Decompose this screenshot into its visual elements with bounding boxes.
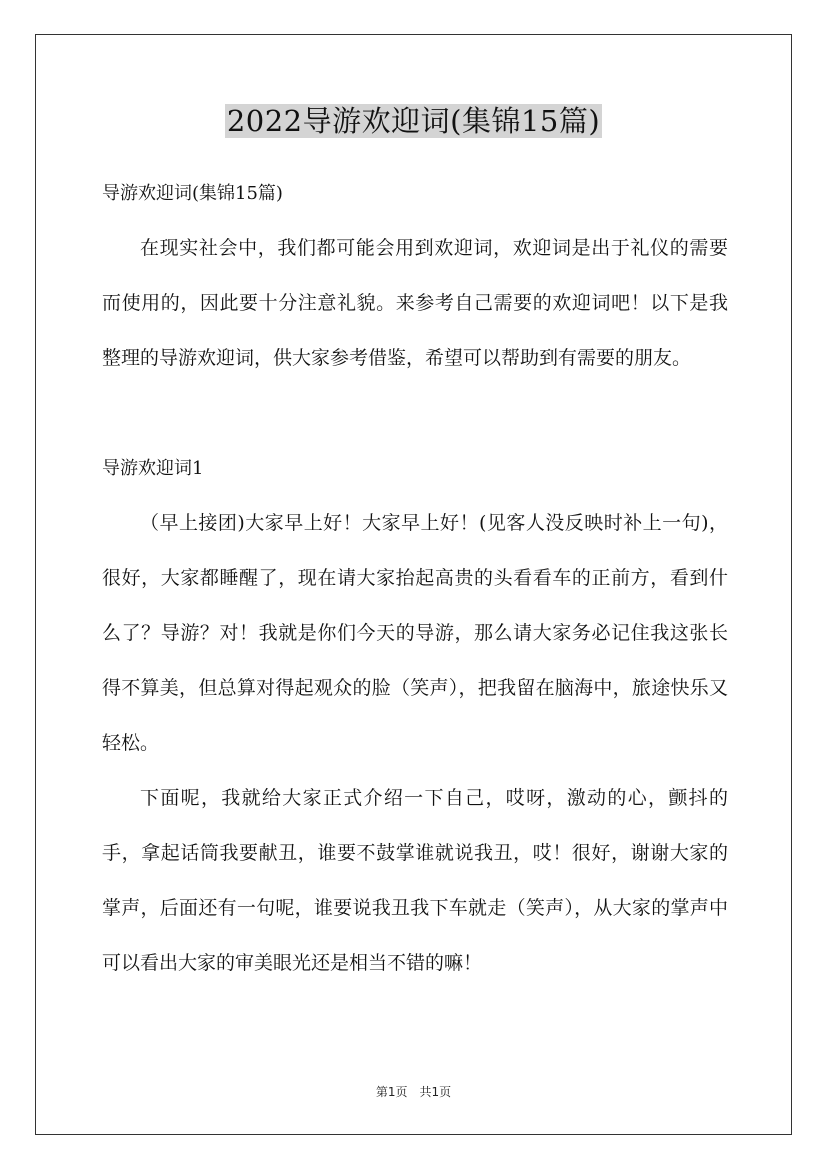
document-title-text: 2022导游欢迎词(集锦15篇) (226, 104, 601, 138)
page-footer (0, 1083, 827, 1100)
document-title (0, 100, 827, 142)
section-spacer (102, 386, 728, 441)
section-paragraph: 下面呢，我就给大家正式介绍一下自己，哎呀，激动的心，颤抖的手，拿起话筒我要献丑，谁要不鼓掌谁就说我丑，哎！很好，谢谢大家的掌声，后面还有一句呢，谁要说我丑我下车就走（笑声），从大家的掌声中可以看出大家的审美眼光还是相当不错的嘛！ (102, 787, 728, 974)
section-heading: 导游欢迎词1 (102, 458, 204, 479)
document-body (102, 166, 728, 991)
section-paragraph: （早上接团)大家早上好！大家早上好！(见客人没反映时补上一句)，很好，大家都睡醒了，现在请大家抬起高贵的头看看车的正前方，看到什么了？导游？对！我就是你们今天的导游，那么请大家务必记住我这张长得不算美，但总算对得起观众的脸（笑声），把我留在脑海中，旅途快乐又轻松。 (102, 512, 728, 754)
page-total: 共1页 (419, 1085, 452, 1099)
page-number: 第1页 (375, 1085, 408, 1099)
document-subtitle: 导游欢迎词(集锦15篇) (102, 183, 283, 204)
intro-paragraph: 在现实社会中，我们都可能会用到欢迎词，欢迎词是出于礼仪的需要而使用的，因此要十分注意礼貌。来参考自己需要的欢迎词吧！以下是我整理的导游欢迎词，供大家参考借鉴，希望可以帮助到有需要的朋友。 (102, 237, 728, 369)
